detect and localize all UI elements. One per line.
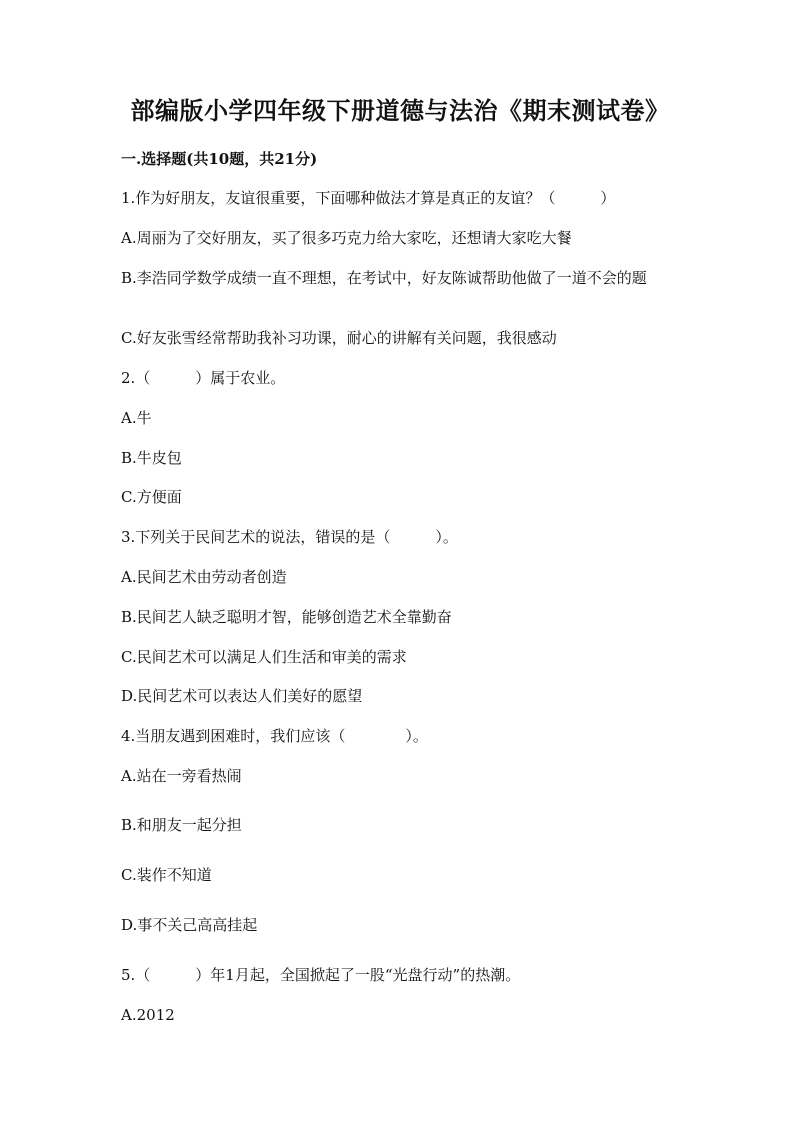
question-3-option-a: A.民间艺术由劳动者创造 bbox=[121, 568, 287, 586]
question-3-stem: 3.下列关于民间艺术的说法，错误的是（ ）。 bbox=[121, 528, 458, 546]
question-2-option-a: A.牛 bbox=[121, 409, 152, 427]
question-5-stem: 5.（ ）年1月起，全国掀起了一股“光盘行动”的热潮。 bbox=[121, 966, 521, 984]
question-3-option-b: B.民间艺人缺乏聪明才智，能够创造艺术全靠勤奋 bbox=[121, 608, 452, 626]
question-5-option-a: A.2012 bbox=[121, 1006, 175, 1024]
question-4-option-a: A.站在一旁看热闹 bbox=[121, 767, 242, 785]
question-4-stem: 4.当朋友遇到困难时，我们应该（ ）。 bbox=[121, 727, 428, 745]
question-2-option-b: B.牛皮包 bbox=[121, 449, 182, 467]
question-1-stem: 1.作为好朋友，友谊很重要，下面哪种做法才算是真正的友谊？（ ） bbox=[121, 189, 616, 207]
page-title: 部编版小学四年级下册道德与法治《期末测试卷》 bbox=[130, 96, 670, 125]
section-heading: 一.选择题(共10题，共21分) bbox=[121, 150, 318, 168]
question-2-stem: 2.（ ）属于农业。 bbox=[121, 369, 286, 387]
question-3-option-d: D.民间艺术可以表达人们美好的愿望 bbox=[121, 687, 363, 705]
question-1-option-c: C.好友张雪经常帮助我补习功课，耐心的讲解有关问题，我很感动 bbox=[121, 329, 557, 347]
question-3-option-c: C.民间艺术可以满足人们生活和审美的需求 bbox=[121, 648, 407, 666]
question-4-option-d: D.事不关己高高挂起 bbox=[121, 916, 258, 934]
question-4-option-b: B.和朋友一起分担 bbox=[121, 816, 242, 834]
question-4-option-c: C.装作不知道 bbox=[121, 866, 212, 884]
question-1-option-b: B.李浩同学数学成绩一直不理想，在考试中，好友陈诚帮助他做了一道不会的题 bbox=[121, 269, 647, 287]
question-2-option-c: C.方便面 bbox=[121, 488, 182, 506]
question-1-option-a: A.周丽为了交好朋友，买了很多巧克力给大家吃，还想请大家吃大餐 bbox=[121, 229, 572, 247]
